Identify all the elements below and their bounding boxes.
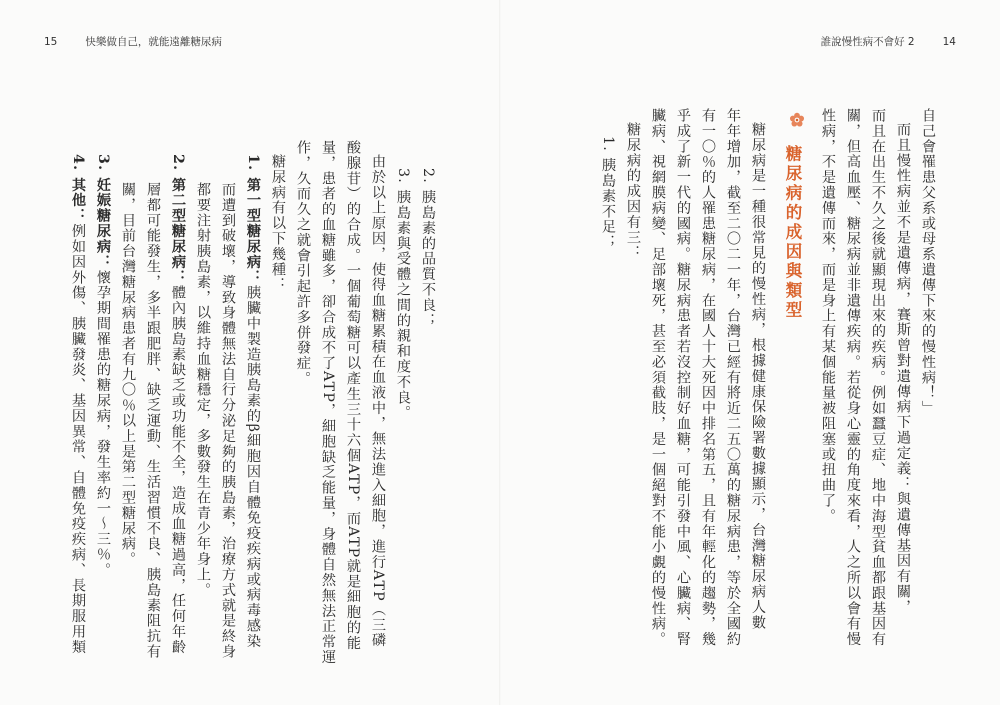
list-item: 4. 其他：例如因外傷、胰臟發炎、基因異常、自體免疫疾病、長期服用類 <box>70 154 86 655</box>
body-line: 量，患者的血糖雖多，卻合成不了ATP，細胞缺乏能量，身體自然無法正常運 <box>320 140 336 665</box>
list-item: 3. 妊娠糖尿病：懷孕期間罹患的糖尿病，發生率約一～三％。 <box>95 154 111 578</box>
body-line: 乎成了新一代的國病。糖尿病患者若沒控制好血糖，可能引發中風、心臟病、腎 <box>675 108 691 647</box>
type-label: 2. 第二型糖尿病： <box>170 154 186 286</box>
list-item-continuation: 關，目前台灣糖尿病患者有九〇％以上是第二型糖尿病。 <box>120 182 136 567</box>
left-page-number: 15 <box>44 36 58 48</box>
section-heading-text: 糖尿病的成因與類型 <box>783 144 802 321</box>
list-item: 1. 第一型糖尿病：胰臟中製造胰島素的β細胞因自體免疫疾病或病毒感染 <box>245 154 261 649</box>
list-item: 1. 胰島素不足； <box>600 136 616 251</box>
body-line: 關，但高血壓、糖尿病並非遺傳疾病。若從身心靈的角度來看，人之所以會有慢 <box>845 108 861 647</box>
body-line: 自己會罹患父系或母系遺傳下來的慢性病！」 <box>920 108 936 416</box>
body-line: 由於以上原因，使得血糖累積在血液中，無法進入細胞，進行ATP（三磷 <box>370 154 386 649</box>
list-item: 3. 胰島素與受體之間的親和度不良。 <box>395 168 411 421</box>
body-line: 酸腺苷）的合成。一個葡萄糖可以產生三十六個ATP，而ATP就是細胞的能 <box>345 140 361 651</box>
body-line: 有一〇％的人罹患糖尿病，在國人十大死因中排名第五，且有年輕化的趨勢，幾 <box>700 108 716 647</box>
left-running-title: 快樂做自己，就能遠離糖尿病 <box>85 36 222 48</box>
right-running-title: 誰說慢性病不會好 2 <box>820 36 915 48</box>
body-line: 而且在出生不久之後就顯現出來的疾病。例如蠶豆症、地中海型貧血都跟基因有 <box>870 108 886 647</box>
body-line: 作，久而久之就會引起許多併發症。 <box>295 140 311 387</box>
right-page-body <box>560 108 940 647</box>
body-line: 而且慢性病並不是遺傳病，賽斯曾對遺傳病下過定義：與遺傳基因有關， <box>895 122 911 615</box>
body-line: 年年增加，截至二〇二一年，台灣已經有將近二五〇萬的糖尿病患，等於全國約 <box>725 108 741 647</box>
page-gutter <box>499 0 501 705</box>
right-page-number: 14 <box>942 36 956 48</box>
body-line: 糖尿病的成因有三： <box>625 122 641 261</box>
list-item-continuation: 而遭到破壞，導致身體無法自行分泌足夠的胰島素，治療方式就是終身 <box>220 182 236 660</box>
type-label: 1. 第一型糖尿病： <box>245 154 261 286</box>
list-item: 2. 第二型糖尿病：體內胰島素缺乏或功能不全，造成血糖過高，任何年齡 <box>170 154 186 655</box>
flower-icon <box>789 112 805 128</box>
list-item-continuation: 都要注射胰島素，以維持血糖穩定，多數發生在青少年身上。 <box>195 182 211 598</box>
left-page-body <box>60 140 440 665</box>
type-label: 4. 其他： <box>70 154 86 224</box>
body-line: 臟病、視網膜病變、足部壞死，甚至必須截肢，是一個絕對不能小覷的慢性病。 <box>650 108 666 647</box>
type-label: 3. 妊娠糖尿病： <box>95 154 111 270</box>
body-line: 糖尿病是一種很常見的慢性病，根據健康保險署數據顯示，台灣糖尿病人數 <box>750 122 766 631</box>
right-page-header <box>821 34 956 49</box>
left-page-header <box>44 34 222 49</box>
body-line: 性病，不是遺傳而來，而是身上有某個能量被阻塞或扭曲了。 <box>820 108 836 524</box>
list-item-continuation: 層都可能發生，多半跟肥胖、缺乏運動、生活習慣不良、胰島素阻抗有 <box>145 182 161 660</box>
section-heading <box>780 108 805 588</box>
body-line: 糖尿病有以下幾種： <box>270 154 286 293</box>
list-item: 2. 胰島素的品質不良； <box>420 168 436 329</box>
